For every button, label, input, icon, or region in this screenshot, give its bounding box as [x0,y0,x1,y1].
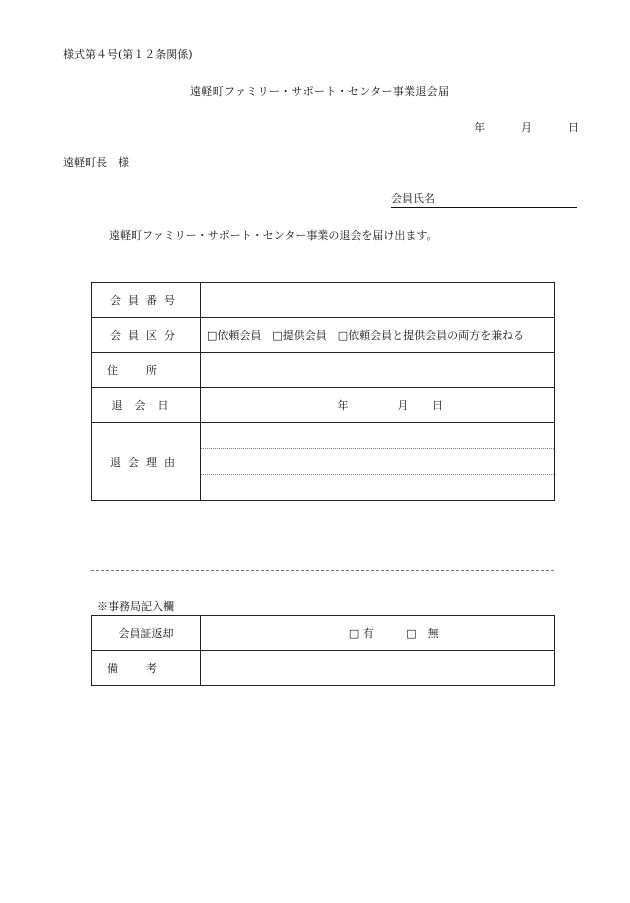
address-field[interactable] [201,353,555,388]
submission-date [474,122,579,133]
member-name-label: 会員氏名 [391,192,435,205]
date-day: 日 [568,121,579,134]
date-year: 年 [474,121,485,134]
addressee: 遠軽町長 様 [63,156,129,169]
member-number-field[interactable] [201,283,555,318]
table-row-card-return [92,616,555,651]
withdrawal-date-label: 退会日 [92,388,201,423]
office-section-title: ※事務局記入欄 [97,600,174,613]
date-month: 月 [521,121,532,134]
table-row-remarks [92,651,555,686]
remarks-label: 備考 [92,651,201,686]
office-table [91,615,555,686]
member-type-label: 会員区分 [92,318,201,353]
reason-line [201,449,554,475]
withdrawal-date-year: 年 [337,399,349,412]
page-title: 遠軽町ファミリー・サポート・センター事業退会届 [190,85,450,98]
card-return-no-checkbox[interactable]: □ 無 [406,627,439,640]
cut-line [91,570,554,571]
table-row-member-type [92,318,555,353]
declaration-text: 遠軽町ファミリー・サポート・センター事業の退会を届け出ます。 [109,229,438,242]
reason-line [201,423,554,449]
table-row-member-number [92,283,555,318]
member-number-label: 会員番号 [92,283,201,318]
card-return-field [201,616,555,651]
card-return-label: 会員証返却 [92,616,201,651]
table-row-withdrawal-date [92,388,555,423]
card-return-yes-checkbox[interactable]: □ 有 [348,627,374,640]
table-row-reason [92,423,555,501]
withdrawal-date-day: 日 [432,399,443,412]
withdrawal-table [91,282,555,501]
table-row-address [92,353,555,388]
reason-field[interactable] [201,423,555,501]
reason-line [201,475,554,500]
withdrawal-date-field[interactable] [201,388,555,423]
member-type-options[interactable]: □依頼会員 □提供会員 □依頼会員と提供会員の両方を兼ねる [201,318,555,353]
address-label: 住所 [92,353,201,388]
form-number: 様式第４号(第１２条関係) [63,48,193,61]
member-name-field[interactable] [391,193,577,208]
remarks-field[interactable] [201,651,555,686]
reason-label: 退会理由 [92,423,201,501]
withdrawal-date-month: 月 [397,399,409,412]
